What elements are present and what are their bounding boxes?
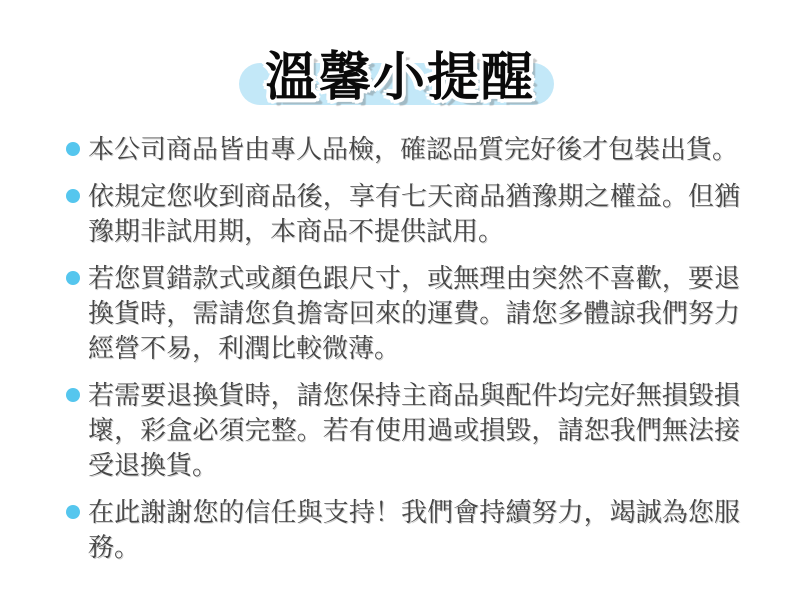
title-row	[0, 0, 800, 112]
bullet-dot-icon	[66, 505, 80, 519]
list-item	[66, 132, 740, 167]
bullet-dot-icon	[66, 189, 80, 203]
notice-list	[0, 132, 800, 565]
bullet-dot-icon	[66, 142, 80, 156]
notice-text: 若需要退換貨時，請您保持主商品與配件均完好無損毀損壞，彩盒必須完整。若有使用過或損毀，請恕我們無法接受退換貨。	[88, 380, 740, 480]
page-title: 溫馨小提醒	[264, 49, 535, 107]
notice-text: 本公司商品皆由專人品檢，確認品質完好後才包裝出貨。	[88, 134, 739, 164]
list-item	[66, 378, 740, 483]
title-wrap	[265, 50, 535, 112]
notice-text: 若您買錯款式或顏色跟尺寸，或無理由突然不喜歡，要退換貨時，需請您負擔寄回來的運費。請您多體諒我們努力經營不易，利潤比較微薄。	[88, 263, 740, 363]
bullet-dot-icon	[66, 388, 80, 402]
list-item	[66, 495, 740, 565]
notice-text: 依規定您收到商品後，享有七天商品猶豫期之權益。但猶豫期非試用期，本商品不提供試用。	[88, 181, 740, 246]
notice-text: 在此謝謝您的信任與支持！我們會持續努力，竭誠為您服務。	[88, 497, 740, 562]
list-item	[66, 179, 740, 249]
bullet-dot-icon	[66, 271, 80, 285]
list-item	[66, 261, 740, 366]
